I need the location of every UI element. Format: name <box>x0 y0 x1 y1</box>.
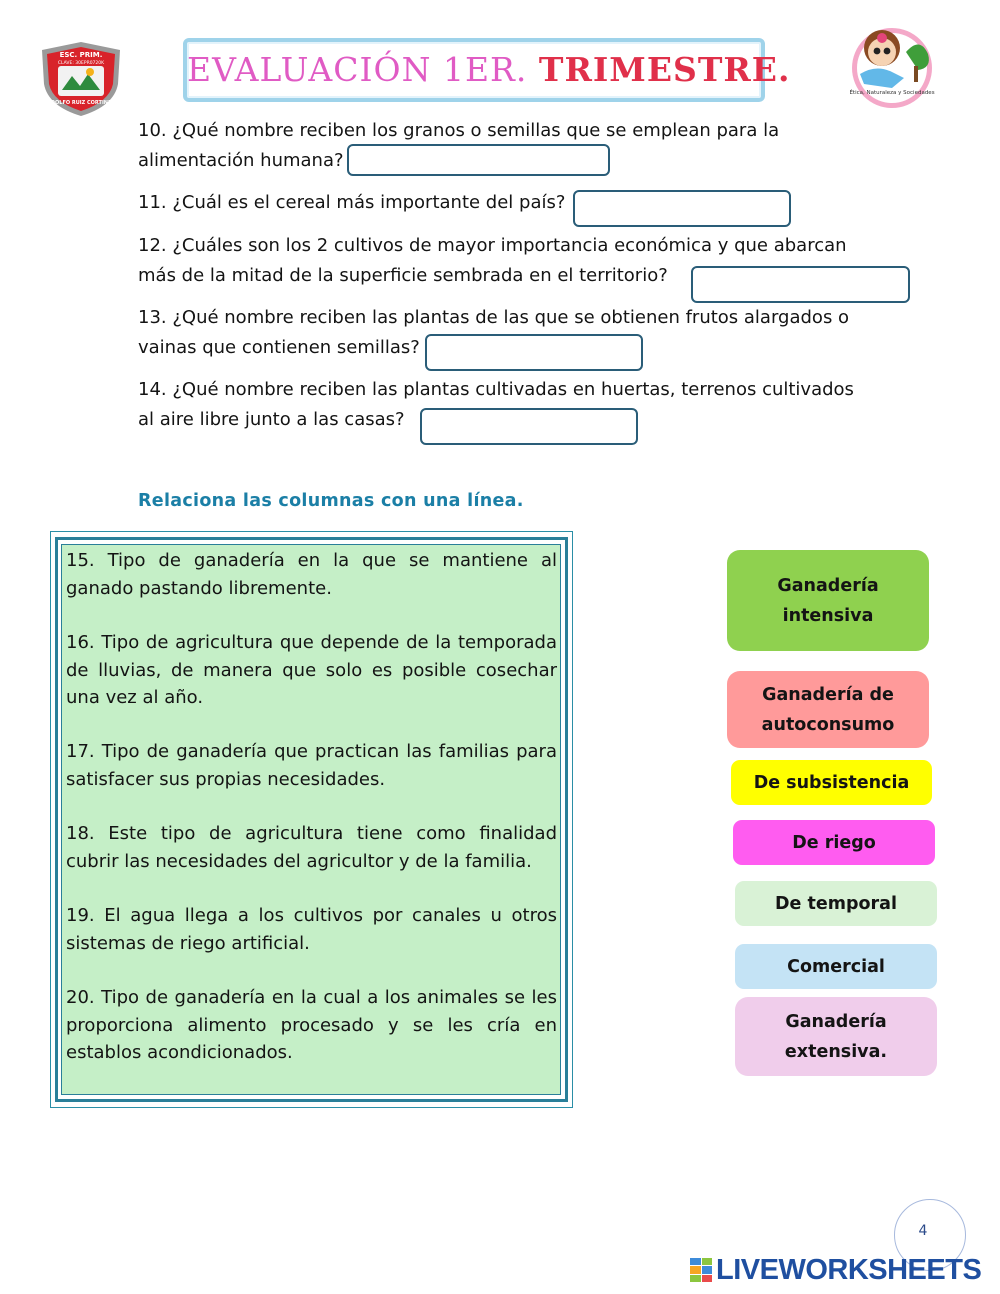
subject-logo-text: Ética, Naturaleza y Sociedades <box>849 90 935 96</box>
answer-input-10[interactable] <box>347 144 610 176</box>
liveworksheets-wordmark: LIVEWORKSHEETS <box>716 1253 982 1286</box>
statement-18: 18. Este tipo de agricultura tiene como finalidad cubrir las necesidades del agricultor y de la familia. <box>66 823 557 872</box>
question-11 <box>138 188 565 218</box>
page-number: 4 <box>918 1223 928 1239</box>
question-14-line1: 14. ¿Qué nombre reciben las plantas cultivadas en huertas, terrenos cultivados <box>138 379 854 400</box>
page-title <box>187 50 791 89</box>
question-11-line1: 11. ¿Cuál es el cereal más importante del país? <box>138 192 566 213</box>
answer-input-13[interactable] <box>425 334 643 371</box>
title-part-2: TRIMESTRE. <box>538 50 791 89</box>
school-badge-line2: CLAVE: 30EPR0720K <box>57 61 105 66</box>
subject-logo <box>846 12 938 112</box>
statement-16: 16. Tipo de agricultura que depende de la temporada de lluvias, de manera que solo es posible cosechar una vez al año. <box>66 632 557 708</box>
statement-19: 19. El agua llega a los cultivos por canales u otros sistemas de riego artificial. <box>66 905 557 954</box>
school-badge-line1: ESC. PRIM. <box>59 51 103 59</box>
instruction-heading: Relaciona las columnas con una línea. <box>138 491 524 511</box>
liveworksheets-logo-icon <box>690 1258 712 1282</box>
answer-input-11[interactable] <box>573 190 791 227</box>
option-de-temporal[interactable]: De temporal <box>735 881 937 926</box>
question-14-line2: al aire libre junto a las casas? <box>138 409 405 430</box>
question-10-line2: alimentación humana? <box>138 150 344 171</box>
option-comercial[interactable]: Comercial <box>735 944 937 989</box>
question-13-line2: vainas que contienen semillas? <box>138 337 420 358</box>
statement-15: 15. Tipo de ganadería en la que se mantiene al ganado pastando libremente. <box>66 550 557 599</box>
title-banner <box>183 38 791 102</box>
option-ganaderia-autoconsumo[interactable]: Ganadería de autoconsumo <box>727 671 929 748</box>
option-ganaderia-extensiva[interactable]: Ganadería extensiva. <box>735 997 937 1076</box>
question-12-line2: más de la mitad de la superficie sembrada en el territorio? <box>138 265 668 286</box>
question-10-line1: 10. ¿Qué nombre reciben los granos o semillas que se emplean para la <box>138 120 780 141</box>
school-badge-line3: ADOLFO RUIZ CORTINES <box>46 100 116 106</box>
question-13-line1: 13. ¿Qué nombre reciben las plantas de las que se obtienen frutos alargados o <box>138 307 850 328</box>
option-de-subsistencia[interactable]: De subsistencia <box>731 760 932 805</box>
liveworksheets-brand[interactable] <box>690 1253 981 1287</box>
title-part-1: EVALUACIÓN 1ER. <box>187 50 528 89</box>
school-badge <box>38 40 124 118</box>
option-ganaderia-intensiva[interactable]: Ganadería intensiva <box>727 550 929 651</box>
statement-20: 20. Tipo de ganadería en la cual a los animales se les proporciona alimento procesado y se les cría en establos acondicionados. <box>66 987 557 1063</box>
answer-input-12[interactable] <box>691 266 910 303</box>
question-12-line1: 12. ¿Cuáles son los 2 cultivos de mayor importancia económica y que abarcan <box>138 235 847 256</box>
option-de-riego[interactable]: De riego <box>733 820 935 865</box>
statement-17: 17. Tipo de ganadería que practican las familias para satisfacer sus propias necesidades. <box>66 741 557 790</box>
answer-input-14[interactable] <box>420 408 638 445</box>
